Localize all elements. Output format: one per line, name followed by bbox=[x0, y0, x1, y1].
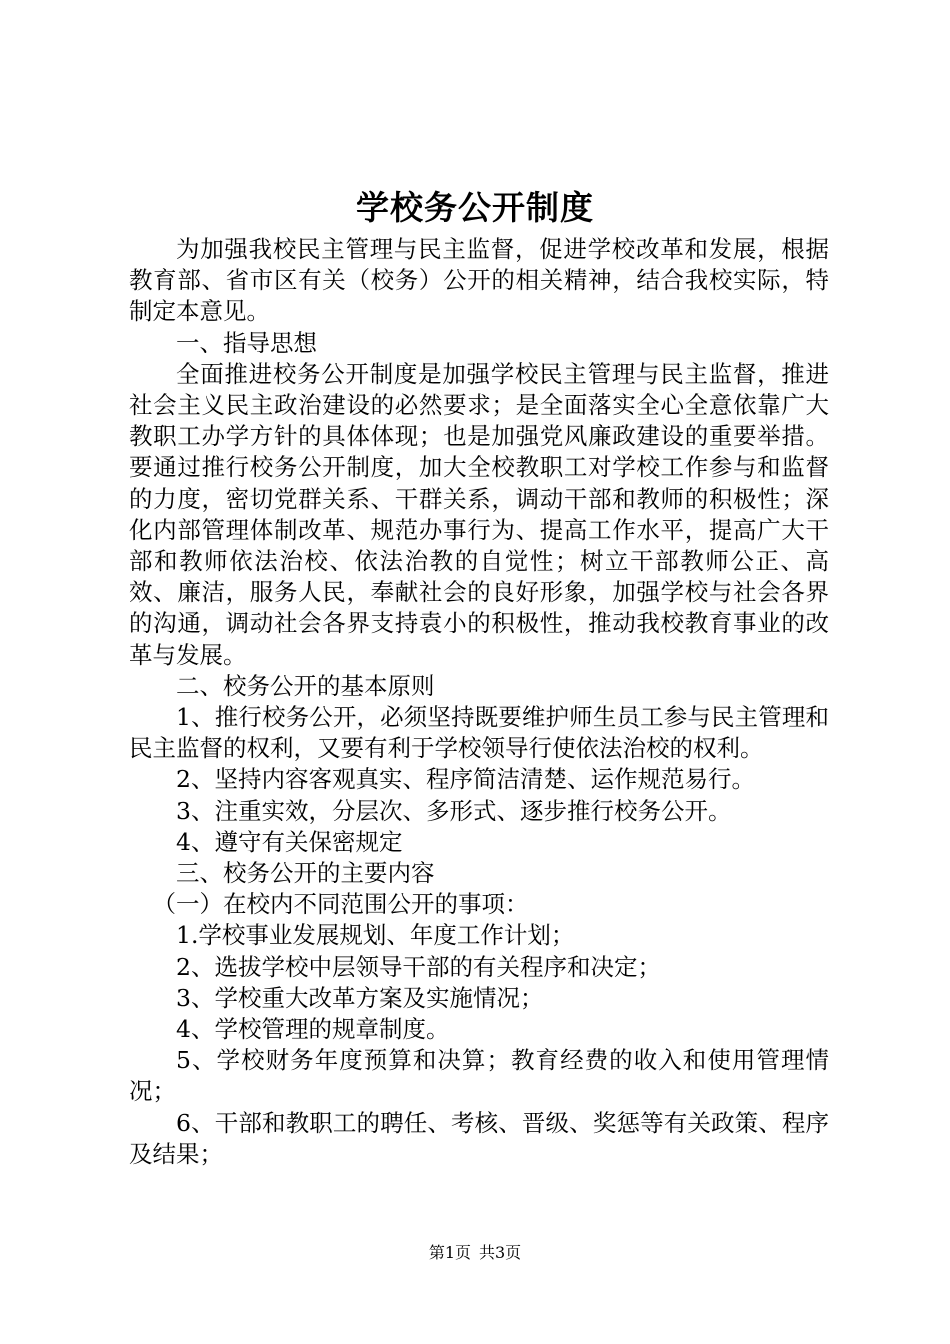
section-heading-1: 一、指导思想 bbox=[176, 328, 317, 357]
principle-item: 1、推行校务公开，必须坚持既要维护师生员工参与民主管理和民主监督的权利，又要有利于学校领导行使依法治校的权利。 bbox=[129, 703, 829, 763]
subsection-heading: （一）在校内不同范围公开的事项： bbox=[152, 890, 529, 919]
content-item: 5、学校财务年度预算和决算；教育经费的收入和使用管理情况； bbox=[129, 1046, 829, 1106]
page-number: 第1页 bbox=[428, 1243, 471, 1262]
content-item: 4、学校管理的规章制度。 bbox=[176, 1015, 450, 1044]
paragraph-guiding-thought: 全面推进校务公开制度是加强学校民主管理与民主监督，推进社会主义民主政治建设的必然要求；是全面落实全心全意依靠广大教职工办学方针的具体体现；也是加强党风廉政建设的重要举措。要通过推行校务公开制度，加大全校教职工对学校工作参与和监督的力度，密切党群关系、干群关系，调动干部和教师的积极性；深化内部管理体制改革、规范办事行为、提高工作水平，提高广大干部和教师依法治校、依法治教的自觉性；树立干部教师公正、高效、廉洁，服务人民，奉献社会的良好形象，加强学校与社会各界的沟通，调动社会各界支持袁小的积极性，推动我校教育事业的改革与发展。 bbox=[129, 359, 829, 669]
paragraph-intro: 为加强我校民主管理与民主监督，促进学校改革和发展，根据教育部、省市区有关（校务）公开的相关精神，结合我校实际，特制定本意见。 bbox=[129, 235, 829, 326]
page-footer bbox=[0, 1243, 950, 1263]
document-body bbox=[129, 234, 829, 1170]
principle-item: 3、注重实效，分层次、多形式、逐步推行校务公开。 bbox=[176, 796, 732, 825]
section-heading-3: 三、校务公开的主要内容 bbox=[176, 859, 435, 888]
content-item: 2、选拔学校中层领导干部的有关程序和决定； bbox=[176, 952, 661, 981]
page-total: 共3页 bbox=[479, 1243, 522, 1262]
principle-item: 4、遵守有关保密规定 bbox=[176, 827, 403, 856]
section-heading-2: 二、校务公开的基本原则 bbox=[176, 671, 435, 700]
document-title: 学校务公开制度 bbox=[356, 188, 594, 227]
content-item: 3、学校重大改革方案及实施情况； bbox=[176, 983, 544, 1012]
content-item: 6、干部和教职工的聘任、考核、晋级、奖惩等有关政策、程序及结果； bbox=[129, 1108, 829, 1168]
content-item: 1.学校事业发展规划、年度工作计划； bbox=[176, 921, 575, 950]
principle-item: 2、坚持内容客观真实、程序简洁清楚、运作规范易行。 bbox=[176, 765, 755, 794]
